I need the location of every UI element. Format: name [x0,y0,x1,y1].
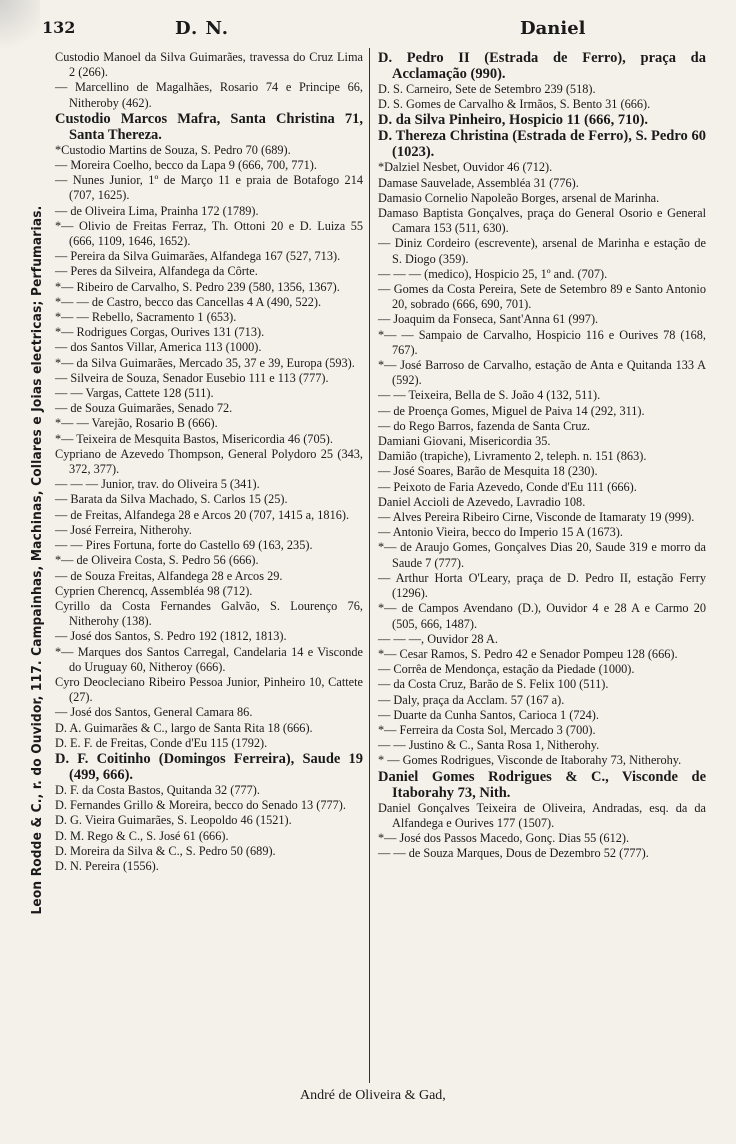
directory-entry: D. F. da Costa Bastos, Quitanda 32 (777). [55,782,260,797]
directory-entry: — de Souza Freitas, Alfandega 28 e Arcos 29. [55,568,283,583]
directory-entry: — — Vargas, Cattete 128 (511). [55,386,214,401]
directory-entry: Damasio Cornelio Napoleão Borges, arsenal de Marinha. [378,190,660,205]
directory-entry: * — Gomes Rodrigues, Visconde de Itaborahy 73, Nitherohy. [378,753,682,768]
directory-entry: — de Proença Gomes, Miguel de Paiva 14 (292, 311). [378,403,645,418]
directory-entry: — Nunes Junior, 1º de Março 11 e praia de Botafogo 214 (707, 1625). [55,173,363,203]
directory-entry: Damaso Baptista Gonçalves, praça do General Osorio e General Camara 153 (511, 630). [378,206,706,236]
directory-entry: — de Freitas, Alfandega 28 e Arcos 20 (707, 1415 a, 1816). [55,507,350,522]
directory-entry: — Pereira da Silva Guimarães, Alfandega 167 (527, 713). [55,249,341,264]
directory-entry: Damião (trapiche), Livramento 2, teleph. n. 151 (863). [378,449,647,464]
directory-entry: Custodio Marcos Mafra, Santa Christina 71, Santa Thereza. [55,110,363,143]
directory-entry: — de Souza Guimarães, Senado 72. [55,401,233,416]
directory-entry: — de Oliveira Lima, Prainha 172 (1789). [55,203,259,218]
right-column [378,50,706,861]
directory-entry: — Corrêa de Mendonça, estação da Piedade (1000). [378,662,635,677]
directory-entry: — da Costa Cruz, Barão de S. Felix 100 (511). [378,677,609,692]
directory-entry: — Alves Pereira Ribeiro Cirne, Visconde de Itamaraty 19 (999). [378,510,695,525]
directory-entry: Daniel Accioli de Azevedo, Lavradio 108. [378,494,586,509]
directory-entry: *— Rodrigues Corgas, Ourives 131 (713). [55,325,265,340]
directory-entry: — Antonio Vieira, becco do Imperio 15 A (1673). [378,525,623,540]
directory-entry: — Arthur Horta O'Leary, praça de D. Pedro II, estação Ferry (1296). [378,570,706,601]
column-divider [369,48,370,1083]
directory-entry: — José dos Santos, S. Pedro 192 (1812, 1813). [55,629,287,644]
directory-entry: — do Rego Barros, fazenda de Santa Cruz. [378,418,591,433]
directory-entry: — Peixoto de Faria Azevedo, Conde d'Eu 111 (666). [378,479,637,494]
directory-entry: *— José Barroso de Carvalho, estação de Anta e Quitanda 133 A (592). [378,358,706,388]
directory-entry: *— — de Castro, becco das Cancellas 4 A (490, 522). [55,294,322,309]
directory-entry: — — Pires Fortuna, forte do Castello 69 (163, 235). [55,538,313,553]
directory-entry: — Duarte da Cunha Santos, Carioca 1 (724). [378,707,599,722]
directory-entry: D. F. Coitinho (Domingos Ferreira), Saude 19 (499, 666). [55,750,363,783]
page-header [0,18,736,44]
directory-entry: D. N. Pereira (1556). [55,858,159,873]
directory-entry: D. Thereza Christina (Estrada de Ferro), S. Pedro 60 (1023). [378,128,706,161]
vertical-advertisement [22,120,52,1000]
directory-entry: Cyprien Cherencq, Assembléa 98 (712). [55,583,253,598]
directory-entry: — José Ferreira, Nitherohy. [55,522,192,537]
directory-entry: *— — Varejão, Rosario B (666). [55,416,218,431]
directory-entry: D. G. Vieira Guimarães, S. Leopoldo 46 (1521). [55,813,292,828]
directory-entry: — Marcellino de Magalhães, Rosario 74 e Principe 66, Nitheroby (462). [55,80,363,110]
directory-entry: D. M. Rego & C., S. José 61 (666). [55,828,229,843]
directory-entry: *— de Araujo Gomes, Gonçalves Dias 20, Saude 319 e morro da Saude 7 (777). [378,540,706,570]
directory-entry: Custodio Manoel da Silva Guimarães, travessa do Cruz Lima 2 (266). [55,50,363,80]
left-running-head: D. N. [175,18,230,39]
directory-entry: D. A. Guimarães & C., largo de Santa Rita 18 (666). [55,720,313,735]
directory-entry: Daniel Gomes Rodrigues & C., Visconde de Itaborahy 73, Nith. [378,768,706,801]
directory-entry: — José dos Santos, General Camara 86. [55,705,253,720]
directory-entry: *— Teixeira de Mesquita Bastos, Misericordia 46 (705). [55,431,333,446]
directory-entry: — Joaquim da Fonseca, Sant'Anna 61 (997). [378,312,599,327]
directory-entry: D. da Silva Pinheiro, Hospicio 11 (666, 710). [378,112,649,129]
directory-entry: *— de Campos Avendano (D.), Ouvidor 4 e 28 A e Carmo 20 (505, 666, 1487). [378,601,706,631]
directory-entry: — Barata da Silva Machado, S. Carlos 15 (25). [55,492,288,507]
directory-entry: — Diniz Cordeiro (escrevente), arsenal de Marinha e estação de S. Diogo (359). [378,236,706,266]
directory-entry: *— de Oliveira Costa, S. Pedro 56 (666). [55,553,259,568]
directory-entry: Damiani Giovani, Misericordia 35. [378,434,551,449]
directory-entry: D. Fernandes Grillo & Moreira, becco do Senado 13 (777). [55,798,346,813]
directory-entry: *— Cesar Ramos, S. Pedro 42 e Senador Pompeu 128 (666). [378,646,678,661]
directory-entry: *— Ferreira da Costa Sol, Mercado 3 (700). [378,722,596,737]
directory-entry: D. S. Carneiro, Sete de Setembro 239 (518). [378,82,596,96]
directory-entry: — — —, Ouvidor 28 A. [378,631,498,646]
directory-entry: *— da Silva Guimarães, Mercado 35, 37 e 39, Europa (593). [55,355,355,370]
directory-entry: Cyrillo da Costa Fernandes Galvão, S. Lourenço 76, Nitherohy (138). [55,598,363,629]
directory-entry: — Moreira Coelho, becco da Lapa 9 (666, 700, 771). [55,158,317,173]
directory-entry: — Gomes da Costa Pereira, Sete de Setembro 89 e Santo Antonio 20, sobrado (666, 690, 701). [378,282,706,312]
left-column [55,50,363,874]
directory-entry: — José Soares, Barão de Mesquita 18 (230). [378,464,598,479]
footer-line: André de Oliveira & Gad, [300,1088,446,1103]
directory-entry: — dos Santos Villar, America 113 (1000). [55,340,262,355]
directory-entry: — — Justino & C., Santa Rosa 1, Nitherohy. [378,738,600,753]
page-number: 132 [42,18,76,37]
directory-entry: *— — Rebello, Sacramento 1 (653). [55,310,237,325]
directory-entry: *— José dos Passos Macedo, Gonç. Dias 55 (612). [378,830,630,845]
directory-entry: — Silveira de Souza, Senador Eusebio 111 e 113 (777). [55,370,329,385]
directory-entry: *— Ribeiro de Carvalho, S. Pedro 239 (580, 1356, 1367). [55,279,340,294]
directory-entry: *Custodio Martins de Souza, S. Pedro 70 (689). [55,142,291,157]
directory-entry: Cypriano de Azevedo Thompson, General Polydoro 25 (343, 372, 377). [55,446,363,477]
directory-entry: Cyro Deocleciano Ribeiro Pessoa Junior, Pinheiro 10, Cattete (27). [55,674,363,705]
directory-entry: Daniel Gonçalves Teixeira de Oliveira, Andradas, esq. da da Alfandega e Ourives 177 (1507). [378,800,706,830]
directory-entry: — Peres da Silveira, Alfandega da Côrte. [55,264,258,279]
directory-entry: — — — (medico), Hospicio 25, 1º and. (707). [378,266,608,281]
directory-entry: *— — Sampaio de Carvalho, Hospicio 116 e Ourives 78 (168, 767). [378,327,706,357]
directory-entry: D. S. Gomes de Carvalho & Irmãos, S. Bento 31 (666). [378,97,651,112]
directory-entry: D. Moreira da Silva & C., S. Pedro 50 (689). [55,843,276,858]
directory-entry: D. E. F. de Freitas, Conde d'Eu 115 (1792). [55,735,268,750]
directory-entry: *Dalziel Nesbet, Ouvidor 46 (712). [378,160,553,175]
right-running-head: Daniel [520,18,586,39]
directory-entry: — — de Souza Marques, Dous de Dezembro 52 (777). [378,846,649,861]
directory-entry: Damase Sauvelade, Assembléa 31 (776). [378,175,579,190]
directory-entry: *— Olivio de Freitas Ferraz, Th. Ottoni 20 e D. Luiza 55 (666, 1109, 1646, 1652). [55,218,363,249]
directory-entry: — Daly, praça da Acclam. 57 (167 a). [378,692,565,707]
directory-entry: — — — Junior, trav. do Oliveira 5 (341). [55,477,260,492]
directory-entry: D. Pedro II (Estrada de Ferro), praça da Acclamação (990). [378,50,706,82]
directory-entry: *— Marques dos Santos Carregal, Candelaria 14 e Visconde do Uruguay 60, Nitheroy (666). [55,644,363,674]
advertisement-text: Leon Rodde & C., r. do Ouvidor, 117. Campainhas, Machinas, Collares e Joias electricas; Perfumarias. [29,205,45,915]
directory-entry: — — Teixeira, Bella de S. João 4 (132, 511). [378,388,601,403]
